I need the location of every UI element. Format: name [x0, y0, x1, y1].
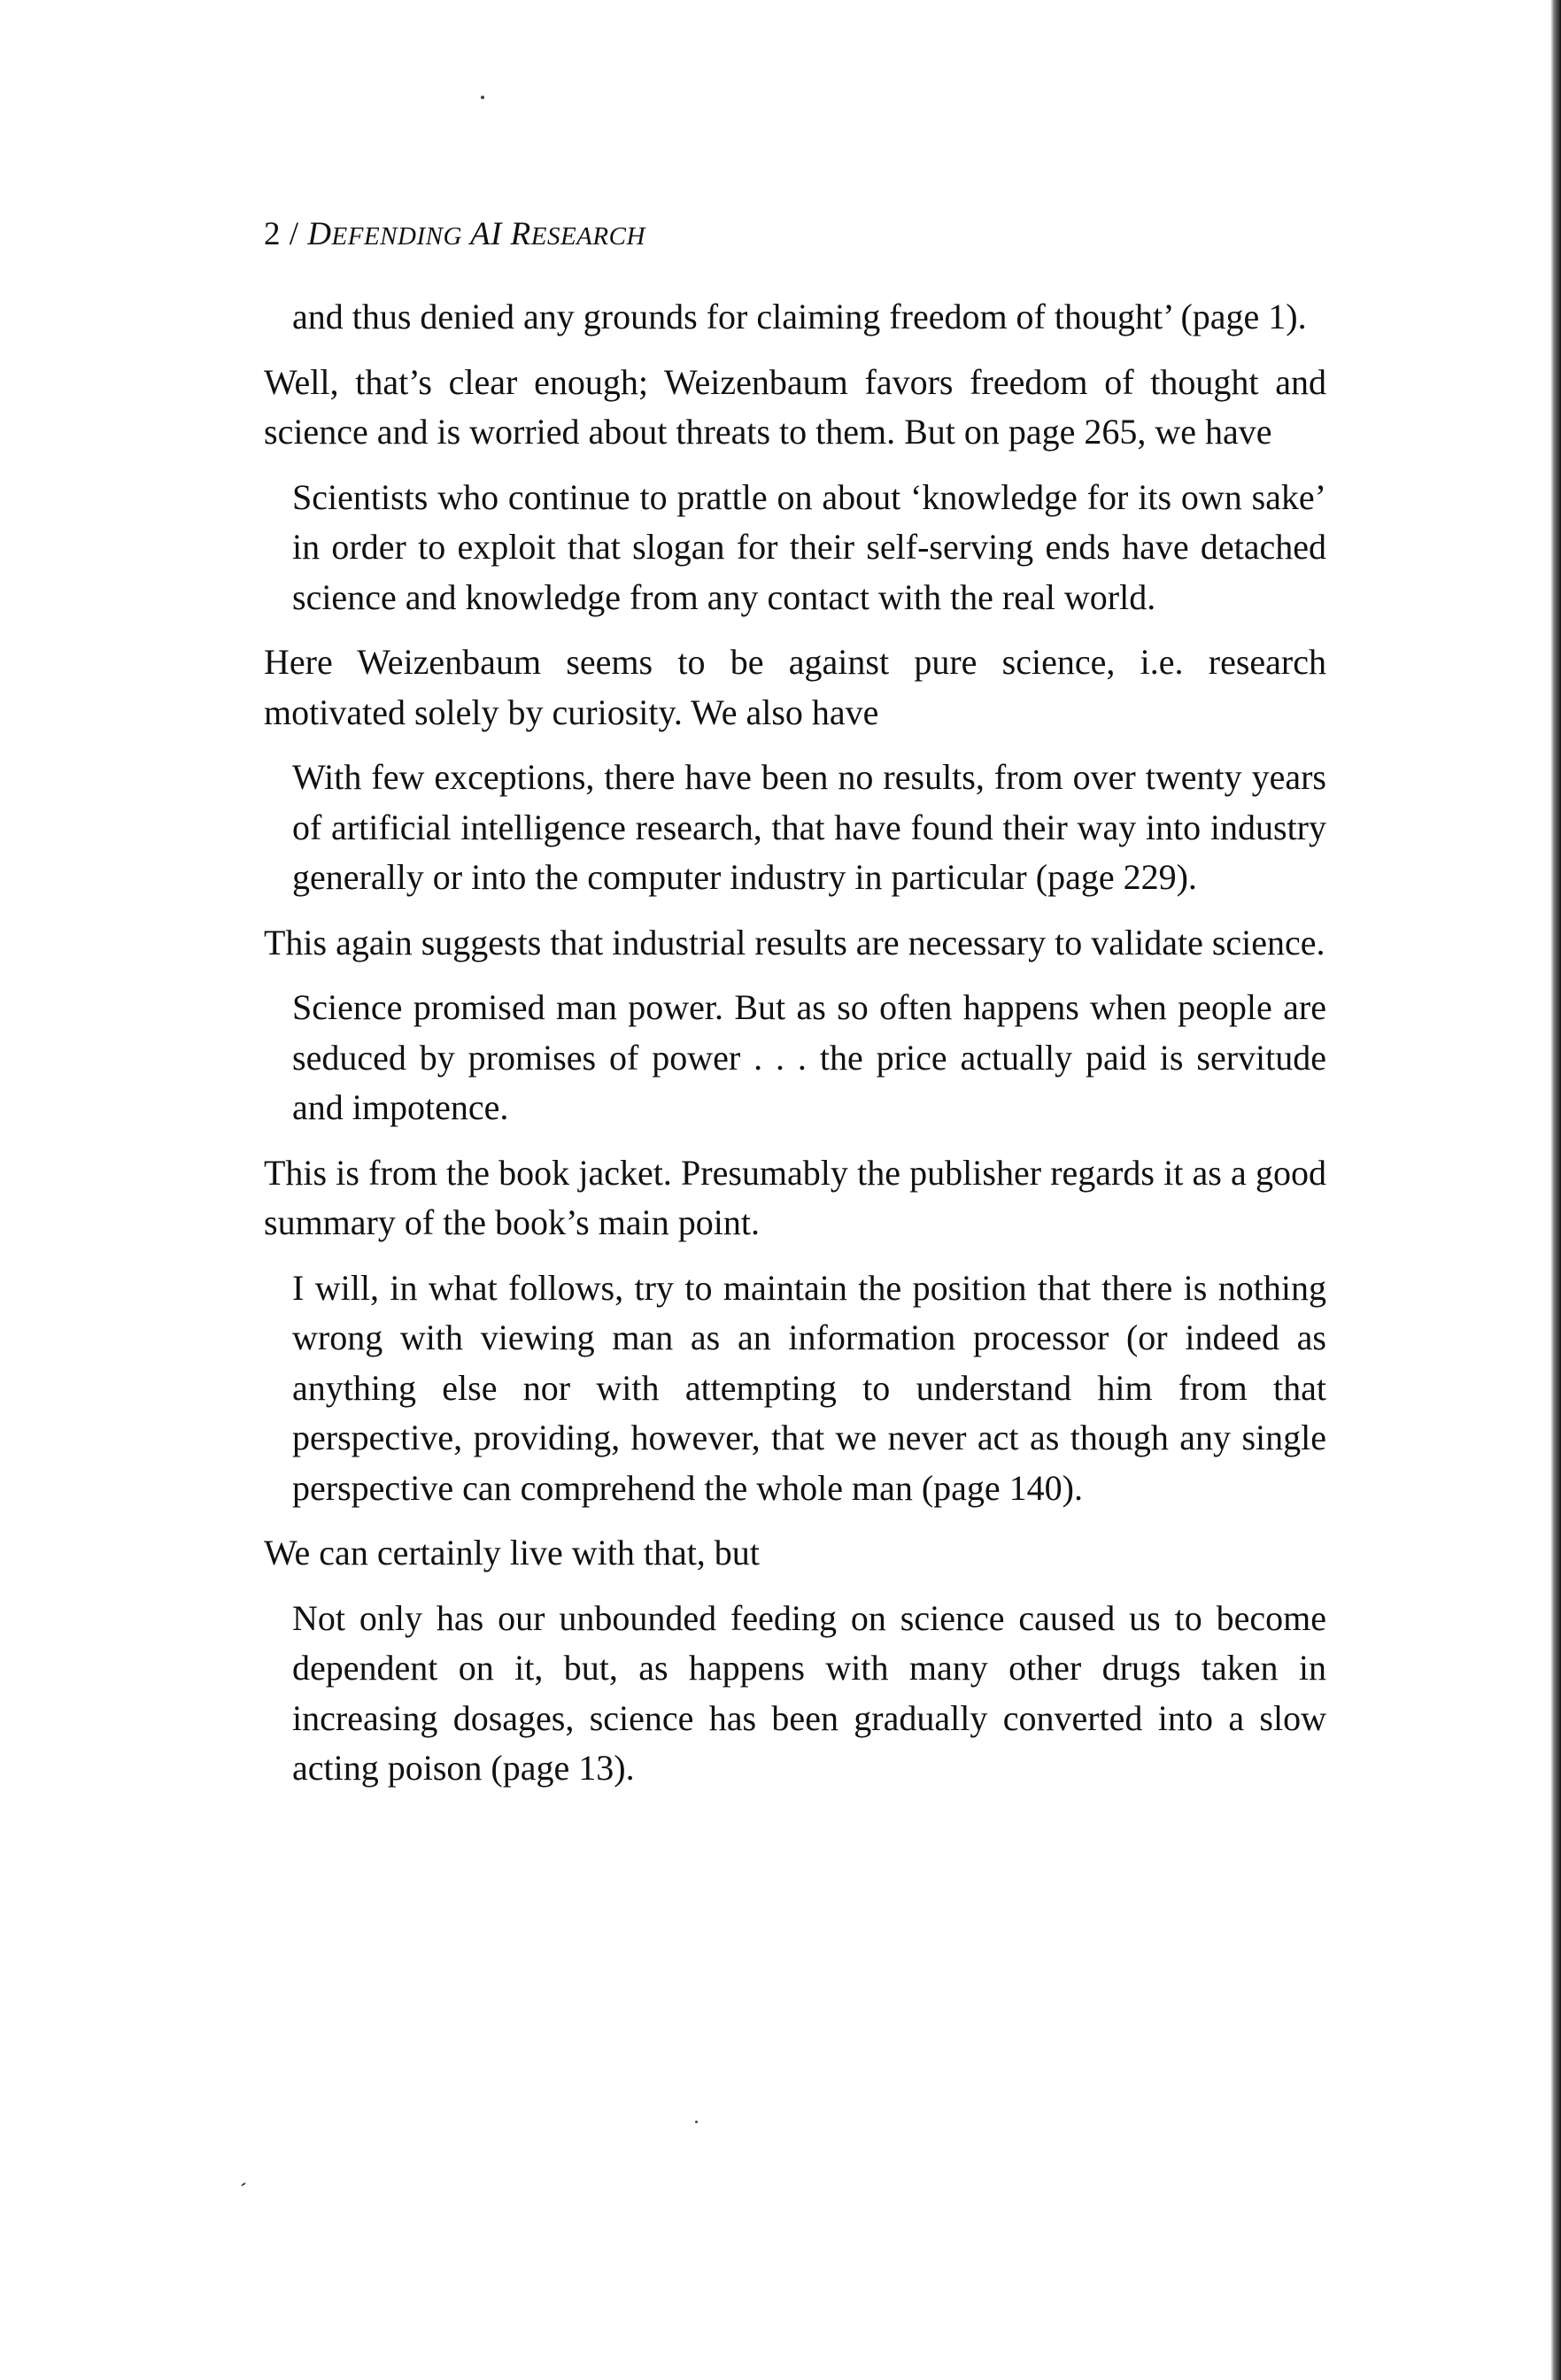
quote-few-exceptions: With few exceptions, there have been no results, from over twenty years of artificial intelligence research, that have found their way into industry generally or into the computer industry in particular (page 229). [292, 757, 1326, 897]
running-head-separator: / [289, 216, 299, 252]
running-head-title [307, 216, 645, 252]
scanned-page-edge [1550, 0, 1561, 2380]
running-head [264, 212, 645, 259]
quote-slow-acting-poison: Not only has our unbounded feeding on science caused us to become dependent on it, but, as happens with many other drugs taken in increasing dosages, science has been gradually converted into a slow acting poison (page 13). [292, 1597, 1326, 1788]
title-ai-r: AI R [461, 216, 531, 252]
title-smallcaps-esearch: ESEARCH [530, 222, 645, 251]
quote-information-processor: I will, in what follows, try to maintain the position that there is nothing wrong with viewing man as an information processor (or indeed as anything else nor with attempting to understand him from that perspective, providing, however, that we never act as though any single perspective can comprehend the whole man (page 140). [292, 1267, 1326, 1508]
quote-freedom-of-thought: and thus denied any grounds for claiming freedom of thought’ (page 1). [292, 297, 1307, 336]
paragraph-industrial-results: This again suggests that industrial results are necessary to validate science. [264, 922, 1325, 962]
body-text [264, 292, 1326, 1794]
quote-prattle: Scientists who continue to prattle on about ‘knowledge for its own sake’ in order to exploit that slogan for their self-serving ends have detached science and knowledge from any contact with the real world. [292, 476, 1326, 617]
paragraph-pure-science: Here Weizenbaum seems to be against pure science, i.e. research motivated solely by curiosity. We also have [264, 642, 1326, 732]
title-smallcaps-efending: EFENDING [331, 222, 462, 251]
paragraph-live-with-that: We can certainly live with that, but [264, 1533, 760, 1572]
paragraph-book-jacket: This is from the book jacket. Presumably the publisher regards it as a good summary of the book’s main point. [264, 1152, 1326, 1242]
scan-speck [241, 2182, 246, 2186]
quote-science-promised: Science promised man power. But as so often happens when people are seduced by promises of power . . . the price actually paid is servitude and impotence. [292, 987, 1326, 1127]
scan-speck [481, 96, 484, 99]
page-number: 2 [264, 216, 281, 252]
title-initial-d: D [307, 216, 332, 252]
scan-speck [695, 2121, 698, 2123]
paragraph-clear-enough: Well, that’s clear enough; Weizenbaum favors freedom of thought and science and is worried about threats to them. But on page 265, we have [264, 361, 1326, 452]
